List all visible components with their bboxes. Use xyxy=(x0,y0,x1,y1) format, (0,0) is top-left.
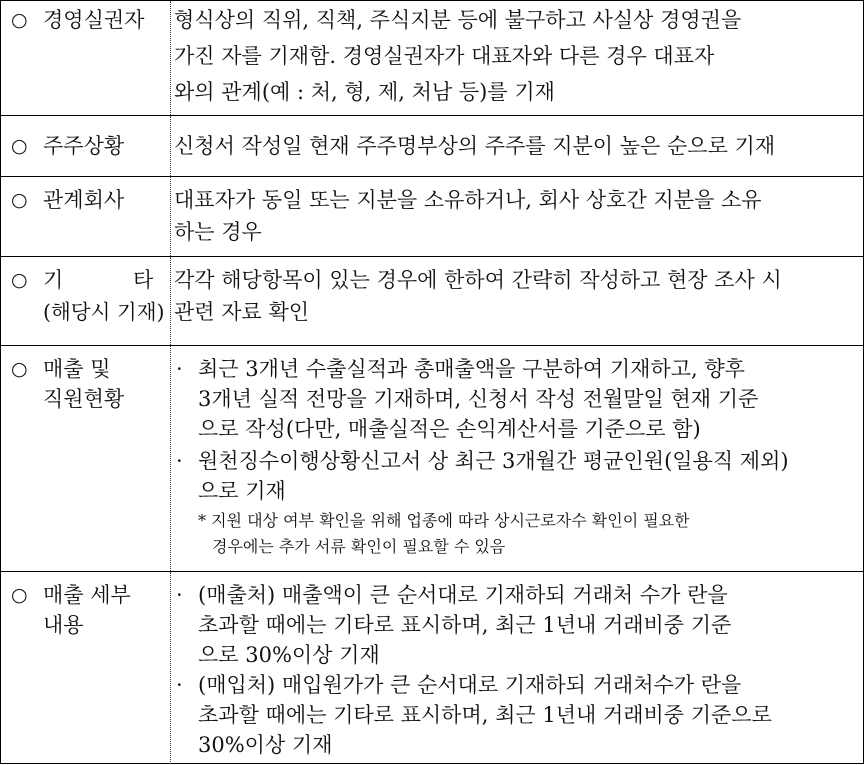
description-line: 3개년 실적 전망을 기재하며, 신청서 작성 전월말일 현재 기준 xyxy=(198,387,759,411)
description-line: 와의 관계(예 : 처, 형, 제, 처남 등)를 기재 xyxy=(174,80,555,104)
circle-bullet-icon: ○ xyxy=(11,135,28,157)
row-label-sub: 직원현황 xyxy=(43,387,125,411)
row-label-cell xyxy=(1,177,171,256)
circle-bullet-icon: ○ xyxy=(11,358,28,380)
note-line: * 지원 대상 여부 확인을 위해 업종에 따라 상시근로자수 확인이 필요한 xyxy=(198,511,690,530)
table-row xyxy=(1,346,863,572)
description-line: 초과할 때에는 기타로 표시하며, 최근 1년내 거래비중 기준으로 xyxy=(198,703,772,727)
description-line: 으로 30%이상 기재 xyxy=(198,643,380,667)
row-label-cell xyxy=(1,1,171,115)
row-label-cell xyxy=(1,572,171,764)
table-row xyxy=(1,177,863,257)
row-label-cell xyxy=(1,257,171,345)
row-description-cell xyxy=(172,572,863,764)
circle-bullet-icon: ○ xyxy=(11,269,28,291)
dot-bullet-icon: · xyxy=(176,673,183,697)
row-label: 주주상황 xyxy=(43,134,125,158)
description-line: 관련 자료 확인 xyxy=(174,300,310,324)
row-label: 타 xyxy=(133,268,154,292)
note-line: 경우에는 추가 서류 확인이 필요할 수 있음 xyxy=(212,537,506,556)
description-line: 신청서 작성일 현재 주주명부상의 주주를 지분이 높은 순으로 기재 xyxy=(174,134,776,158)
description-line: 초과할 때에는 기타로 표시하며, 최근 1년내 거래비중 기준 xyxy=(198,613,732,637)
description-line: (매출처) 매출액이 큰 순서대로 기재하되 거래처 수가 란을 xyxy=(198,583,728,607)
description-line: 하는 경우 xyxy=(174,220,262,244)
row-label-sub: (해당시 기재) xyxy=(43,300,165,324)
description-line: (매입처) 매입원가가 큰 순서대로 기재하되 거래처수가 란을 xyxy=(198,673,742,697)
row-label: 관계회사 xyxy=(43,188,125,212)
row-label-cell xyxy=(1,116,171,176)
row-description-cell xyxy=(172,257,863,345)
description-line: 가진 자를 기재함. 경영실권자가 대표자와 다른 경우 대표자 xyxy=(174,44,715,68)
row-label: 매출 및 xyxy=(43,357,111,381)
circle-bullet-icon: ○ xyxy=(11,9,28,31)
table-row xyxy=(1,116,863,177)
description-line: 으로 기재 xyxy=(198,479,286,503)
row-label-cell xyxy=(1,346,171,571)
row-label: 경영실권자 xyxy=(43,8,145,32)
circle-bullet-icon: ○ xyxy=(11,189,28,211)
table-row xyxy=(1,257,863,346)
description-line: 대표자가 동일 또는 지분을 소유하거나, 회사 상호간 지분을 소유 xyxy=(174,188,762,212)
circle-bullet-icon: ○ xyxy=(11,584,28,606)
dot-bullet-icon: · xyxy=(176,449,183,473)
description-line: 각각 해당항목이 있는 경우에 한하여 간략히 작성하고 현장 조사 시 xyxy=(174,268,782,292)
dot-bullet-icon: · xyxy=(176,583,183,607)
description-line: 원천징수이행상황신고서 상 최근 3개월간 평균인원(일용직 제외) xyxy=(198,449,789,473)
row-description-cell xyxy=(172,116,863,176)
table-row xyxy=(1,1,863,116)
description-line: 최근 3개년 수출실적과 총매출액을 구분하여 기재하고, 향후 xyxy=(198,357,745,381)
row-description-cell xyxy=(172,346,863,571)
row-label-sub: 내용 xyxy=(43,613,84,637)
description-line: 으로 작성(다만, 매출실적은 손익계산서를 기준으로 함) xyxy=(198,417,701,441)
row-label: 매출 세부 xyxy=(43,583,131,607)
table-row xyxy=(1,572,863,764)
row-description-cell xyxy=(172,1,863,115)
description-line: 형식상의 직위, 직책, 주식지분 등에 불구하고 사실상 경영권을 xyxy=(174,8,742,32)
dot-bullet-icon: · xyxy=(176,357,183,381)
row-description-cell xyxy=(172,177,863,256)
description-line: 30%이상 기재 xyxy=(198,733,333,757)
row-label: 기 xyxy=(43,268,64,292)
